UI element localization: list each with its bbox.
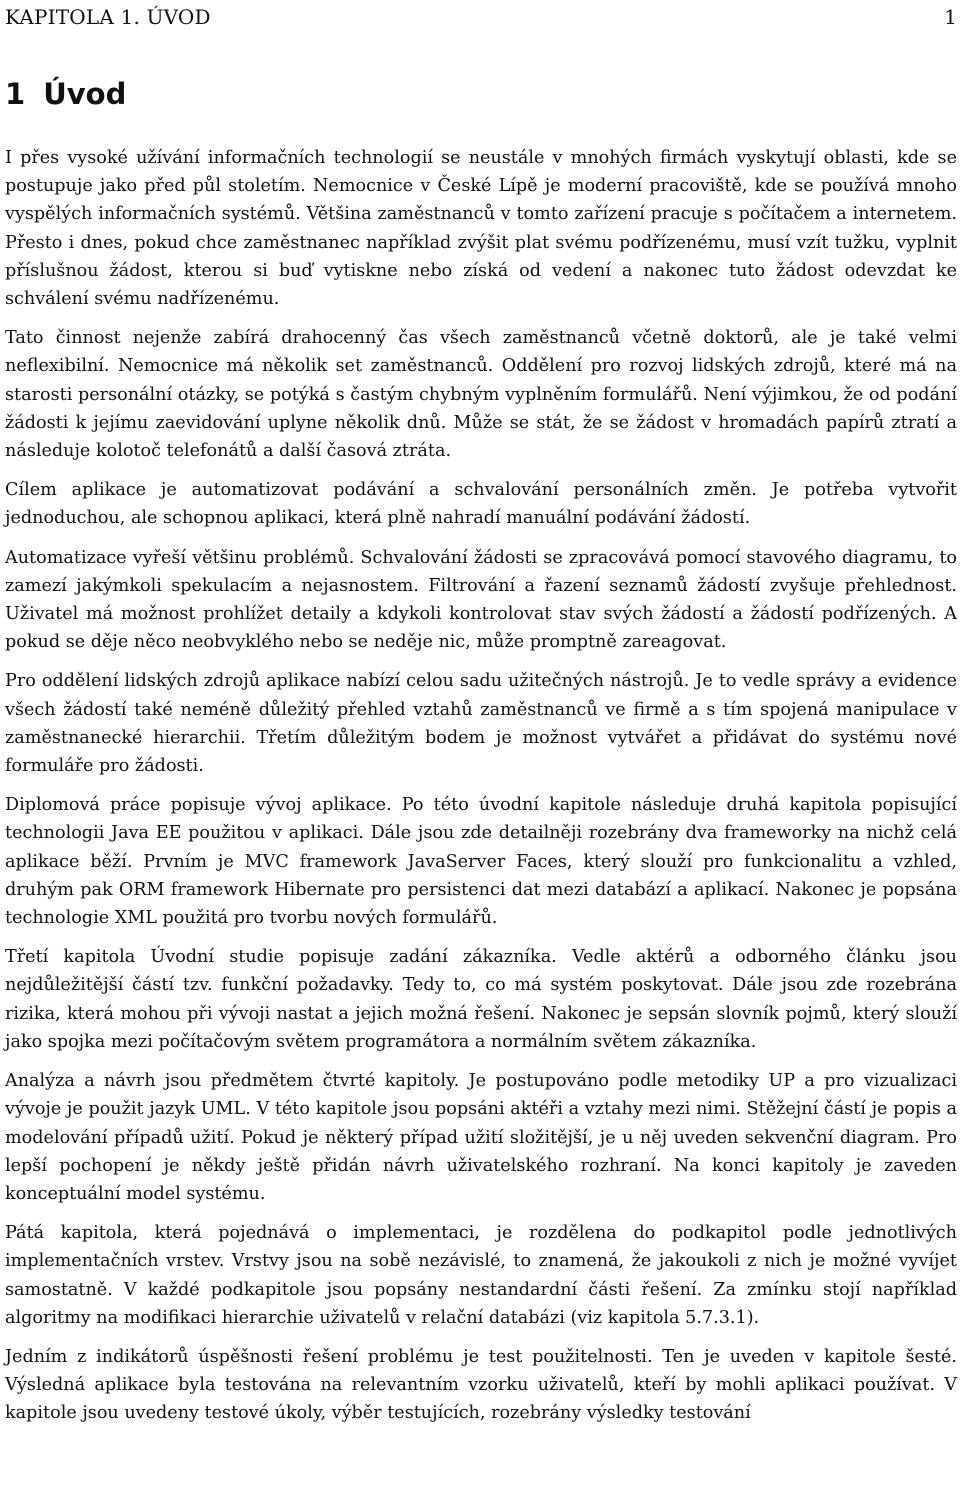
paragraph: Pro oddělení lidských zdrojů aplikace nabízí celou sadu užitečných nástrojů. Je to vedle správy a evidence všech žádostí také neméně důležitý přehled vztahů zaměstnanců ve firmě a s tím spojená manipulace v zaměstnanecké hierarchii. Třetím důležitým bodem je možnost vytvářet a přidávat do systému nové formuláře pro žádosti. <box>5 671 957 777</box>
paragraph: Tato činnost nejenže zabírá drahocenný čas všech zaměstnanců včetně doktorů, ale je také velmi neflexibilní. Nemocnice má několik set zaměstnanců. Oddělení pro rozvoj lidských zdrojů, které má na starosti personální otázky, se potýká s častým chybným vyplněním formulářů. Není výjimkou, že od podání žádosti k jejímu zaevidování uplyne několik dnů. Může se stát, že se žádost v hromadách papírů ztratí a následuje kolotoč telefonátů a další časová ztráta. <box>5 328 957 462</box>
paragraph: Diplomová práce popisuje vývoj aplikace. Po této úvodní kapitole následuje druhá kapitola popisující technologii Java EE použitou v aplikaci. Dále jsou zde detailněji rozebrány dva frameworky na nichž celá aplikace běží. Prvním je MVC framework JavaServer Faces, který slouží pro funkcionalitu a vzhled, druhým pak ORM framework Hibernate pro persistenci dat mezi databází a aplikací. Nakonec je popsána technologie XML použitá pro tvorbu nových formulářů. <box>5 795 957 929</box>
paragraph: Cílem aplikace je automatizovat podávání a schvalování personálních změn. Je potřeba vytvořit jednoduchou, ale schopnou aplikaci, která plně nahradí manuální podávání žádostí. <box>5 480 957 529</box>
chapter-body <box>5 144 957 1428</box>
paragraph: I přes vysoké užívání informačních technologií se neustále v mnohých firmách vyskytují oblasti, kde se postupuje jako před půl stoletím. Nemocnice v České Lípě je moderní pracoviště, kde se používá mnoho vyspělých informačních systémů. Většina zaměstnanců v tomto zařízení pracuje s počítačem a internetem. Přesto i dnes, pokud chce zaměstnanec například zvýšit plat svému podřízenému, musí vzít tužku, vyplnit příslušnou žádost, kterou si buď vytiskne nebo získá od vedení a nakonec tuto žádost odevzdat ke schválení svému nadřízenému. <box>5 148 957 310</box>
paragraph: Analýza a návrh jsou předmětem čtvrté kapitoly. Je postupováno podle metodiky UP a pro vizualizaci vývoje je použit jazyk UML. V této kapitole jsou popsáni aktéři a vztahy mezi nimi. Stěžejní částí je popis a modelování případů užití. Pokud je některý případ užití složitější, je u něj uveden sekvenční diagram. Pro lepší pochopení je někdy ještě přidán návrh uživatelského rozhraní. Na konci kapitoly je zaveden konceptuální model systému. <box>5 1071 957 1204</box>
paragraph: Jedním z indikátorů úspěšnosti řešení problému je test použitelnosti. Ten je uveden v kapitole šesté. Výsledná aplikace byla testována na relevantním vzorku uživatelů, kteří by mohli aplikaci používat. V kapitole jsou uvedeny testové úkoly, výběr testujících, rozebrány výsledky testování <box>5 1346 957 1424</box>
paragraph: Automatizace vyřeší většinu problémů. Schvalování žádosti se zpracovává pomocí stavového diagramu, to zamezí jakýmkoli spekulacím a nejasnostem. Filtrování a řazení seznamů žádostí zvyšuje přehlednost. Uživatel má možnost prohlížet detaily a kdykoli kontrolovat stav svých žádostí a žádostí podřízených. A pokud se děje něco neobvyklého nebo se neděje nic, může promptně zareagovat. <box>5 547 957 653</box>
page-number: 1 <box>944 5 957 29</box>
paragraph: Pátá kapitola, která pojednává o implementaci, je rozdělena do podkapitol podle jednotlivých implementačních vrstev. Vrstvy jsou na sobě nezávislé, to znamená, že jakoukoli z nich je možné vyvíjet samostatně. V každé podkapitole jsou popsány nestandardní části řešení. Za zmínku stojí například algoritmy na modifikaci hierarchie uživatelů v relační databázi (viz kapitola 5.7.3.1). <box>5 1223 957 1328</box>
document-page <box>5 0 957 1439</box>
running-header-title: KAPITOLA 1. ÚVOD <box>5 5 211 29</box>
running-header <box>5 0 957 34</box>
paragraph: Třetí kapitola Úvodní studie popisuje zadání zákazníka. Vedle aktérů a odborného článku jsou nejdůležitější částí tzv. funkční požadavky. Tedy to, co má systém poskytovat. Dále jsou zde rozebrána rizika, která mohou při vývoji nastat a jejich možná řešení. Nakonec je sepsán slovník pojmů, který slouží jako spojka mezi počítačovým světem programátora a normálním světem zákazníka. <box>5 947 957 1052</box>
chapter-title: Úvod <box>43 77 127 111</box>
chapter-heading <box>5 72 957 116</box>
chapter-number: 1 <box>5 77 26 111</box>
